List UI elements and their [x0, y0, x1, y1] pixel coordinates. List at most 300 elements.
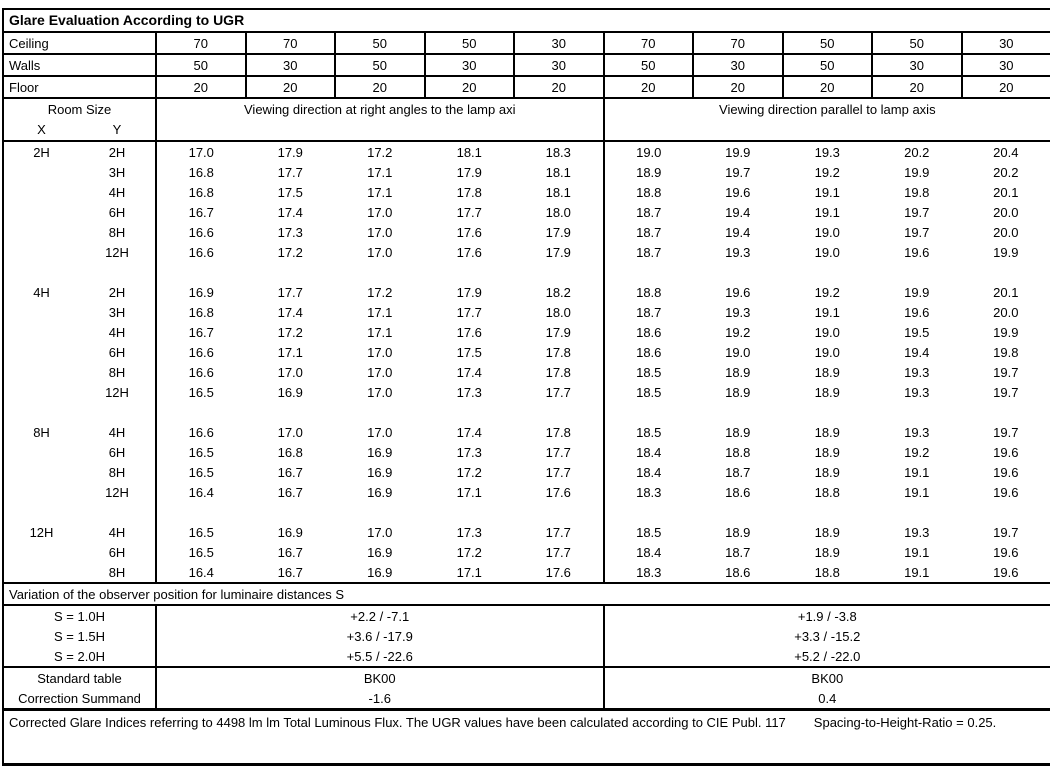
ugr-value: 19.8	[962, 342, 1050, 362]
column-header-section	[3, 98, 1050, 141]
ugr-value: 16.5	[156, 442, 246, 462]
s-left-value: +2.2 / -7.1	[156, 605, 604, 626]
ugr-value: 16.8	[156, 162, 246, 182]
ugr-value: 17.9	[425, 282, 515, 302]
ugr-value: 16.8	[156, 182, 246, 202]
ugr-value: 19.1	[783, 302, 873, 322]
ugr-value: 20.0	[962, 202, 1050, 222]
spacer	[604, 262, 1050, 282]
ugr-value: 18.5	[604, 382, 694, 402]
ugr-row	[3, 162, 1050, 182]
ugr-value: 16.5	[156, 522, 246, 542]
ugr-value: 18.0	[514, 302, 604, 322]
ugr-value: 16.5	[156, 462, 246, 482]
ugr-value: 17.5	[246, 182, 336, 202]
ugr-value: 19.1	[872, 562, 962, 583]
spacer	[3, 402, 79, 422]
surface-row	[3, 54, 1050, 76]
ugr-value: 17.7	[425, 202, 515, 222]
surface-value: 50	[156, 54, 246, 76]
room-y-label: 4H	[79, 322, 156, 342]
ugr-value: 18.9	[693, 522, 783, 542]
room-y-label: 2H	[79, 141, 156, 162]
ugr-value: 19.1	[872, 542, 962, 562]
spacer	[156, 262, 604, 282]
ugr-value: 17.8	[514, 362, 604, 382]
surface-row	[3, 32, 1050, 54]
ugr-value: 20.1	[962, 182, 1050, 202]
ugr-value: 17.9	[425, 162, 515, 182]
ugr-value: 18.7	[604, 202, 694, 222]
ugr-value: 19.0	[783, 322, 873, 342]
ugr-row	[3, 182, 1050, 202]
ugr-value: 18.7	[604, 222, 694, 242]
ugr-value: 17.4	[425, 422, 515, 442]
surface-label: Walls	[3, 54, 156, 76]
room-y-label: 6H	[79, 342, 156, 362]
ugr-value: 19.2	[693, 322, 783, 342]
room-y-label: 6H	[79, 202, 156, 222]
surface-value: 30	[693, 54, 783, 76]
surface-value: 50	[425, 32, 515, 54]
spacer-row	[3, 502, 1050, 522]
ugr-value: 19.0	[783, 342, 873, 362]
summary-section	[3, 667, 1050, 710]
ugr-value: 19.3	[783, 141, 873, 162]
ugr-value: 18.6	[693, 482, 783, 502]
room-y-label: 8H	[79, 222, 156, 242]
spacing-ratio-text: Spacing-to-Height-Ratio = 0.25.	[814, 715, 996, 730]
surface-label: Floor	[3, 76, 156, 98]
variation-row	[3, 605, 1050, 626]
surface-value: 20	[335, 76, 425, 98]
ugr-value: 16.7	[156, 322, 246, 342]
room-y-label: 4H	[79, 522, 156, 542]
ugr-value: 19.9	[693, 141, 783, 162]
ugr-value: 17.0	[156, 141, 246, 162]
ugr-value: 18.1	[514, 182, 604, 202]
ugr-value: 16.7	[246, 462, 336, 482]
ugr-value: 20.0	[962, 302, 1050, 322]
title-section	[3, 9, 1050, 32]
ugr-value: 19.0	[693, 342, 783, 362]
ugr-value: 17.0	[335, 522, 425, 542]
variation-title-row	[3, 583, 1050, 605]
ugr-value: 17.9	[514, 222, 604, 242]
ugr-value: 18.4	[604, 462, 694, 482]
ugr-value: 19.4	[693, 222, 783, 242]
ugr-value: 19.3	[693, 302, 783, 322]
ugr-value: 19.3	[872, 362, 962, 382]
s-distance-label: S = 2.0H	[3, 646, 156, 667]
ugr-value: 19.0	[783, 242, 873, 262]
ugr-values-section	[3, 141, 1050, 583]
surface-value: 20	[156, 76, 246, 98]
ugr-value: 16.6	[156, 242, 246, 262]
surface-value: 30	[962, 54, 1050, 76]
ugr-value: 19.1	[872, 482, 962, 502]
ugr-value: 20.2	[872, 141, 962, 162]
ugr-value: 17.9	[514, 322, 604, 342]
ugr-value: 17.4	[425, 362, 515, 382]
room-x-label	[3, 442, 79, 462]
ugr-value: 16.8	[246, 442, 336, 462]
ugr-value: 16.6	[156, 342, 246, 362]
ugr-value: 20.0	[962, 222, 1050, 242]
surface-value: 30	[514, 54, 604, 76]
ugr-value: 18.7	[693, 542, 783, 562]
ugr-value: 18.1	[514, 162, 604, 182]
ugr-value: 17.1	[335, 302, 425, 322]
spacer	[79, 402, 156, 422]
ugr-value: 19.2	[872, 442, 962, 462]
ugr-value: 16.7	[246, 542, 336, 562]
ugr-value: 16.6	[156, 422, 246, 442]
ugr-value: 19.7	[962, 422, 1050, 442]
ugr-value: 16.7	[156, 202, 246, 222]
ugr-value: 17.0	[335, 222, 425, 242]
surface-value: 30	[962, 32, 1050, 54]
direction-header-row	[3, 98, 1050, 120]
ugr-value: 18.9	[693, 422, 783, 442]
ugr-value: 17.0	[335, 342, 425, 362]
ugr-value: 18.9	[783, 422, 873, 442]
ugr-value: 17.1	[246, 342, 336, 362]
ugr-value: 18.8	[604, 282, 694, 302]
ugr-value: 16.9	[335, 482, 425, 502]
ugr-value: 16.5	[156, 542, 246, 562]
ugr-value: 19.7	[962, 382, 1050, 402]
spacer	[3, 262, 79, 282]
room-y-label: 3H	[79, 302, 156, 322]
room-x-label	[3, 222, 79, 242]
ugr-value: 17.2	[425, 462, 515, 482]
s-left-value: +5.5 / -22.6	[156, 646, 604, 667]
surface-value: 50	[783, 32, 873, 54]
ugr-value: 17.1	[335, 182, 425, 202]
ugr-value: 18.9	[604, 162, 694, 182]
ugr-value: 17.8	[425, 182, 515, 202]
ugr-value: 18.9	[783, 462, 873, 482]
ugr-value: 16.7	[246, 482, 336, 502]
room-x-label	[3, 302, 79, 322]
ugr-row	[3, 562, 1050, 583]
ugr-row	[3, 422, 1050, 442]
ugr-value: 17.2	[335, 282, 425, 302]
ugr-value: 19.8	[872, 182, 962, 202]
ugr-value: 17.7	[514, 442, 604, 462]
surface-value: 50	[335, 54, 425, 76]
ugr-value: 18.6	[604, 322, 694, 342]
ugr-value: 17.7	[514, 542, 604, 562]
ugr-value: 17.4	[246, 202, 336, 222]
ugr-value: 19.5	[872, 322, 962, 342]
ugr-value: 18.9	[693, 362, 783, 382]
ugr-value: 19.1	[783, 202, 873, 222]
ugr-value: 19.2	[783, 282, 873, 302]
ugr-row	[3, 202, 1050, 222]
ugr-value: 20.4	[962, 141, 1050, 162]
ugr-value: 17.0	[246, 362, 336, 382]
ugr-value: 18.7	[604, 242, 694, 262]
ugr-row	[3, 282, 1050, 302]
x-header: X	[3, 120, 79, 142]
room-x-label	[3, 162, 79, 182]
ugr-value: 17.1	[425, 562, 515, 583]
room-y-label: 12H	[79, 242, 156, 262]
y-header: Y	[79, 120, 156, 142]
ugr-value: 17.2	[246, 242, 336, 262]
ugr-value: 17.8	[514, 342, 604, 362]
ugr-value: 20.1	[962, 282, 1050, 302]
ugr-value: 17.0	[335, 422, 425, 442]
ugr-value: 17.7	[514, 462, 604, 482]
ugr-value: 19.1	[872, 462, 962, 482]
ugr-value: 17.0	[335, 242, 425, 262]
ugr-value: 18.8	[783, 562, 873, 583]
ugr-value: 17.3	[425, 522, 515, 542]
ugr-row	[3, 482, 1050, 502]
surface-value: 30	[425, 54, 515, 76]
ugr-value: 17.0	[335, 362, 425, 382]
ugr-value: 19.7	[962, 522, 1050, 542]
ugr-value: 16.9	[335, 562, 425, 583]
ugr-value: 19.6	[962, 482, 1050, 502]
ugr-table	[2, 8, 1050, 766]
surface-reflectance-section	[3, 32, 1050, 98]
ugr-value: 19.6	[962, 442, 1050, 462]
s-left-value: +3.6 / -17.9	[156, 626, 604, 646]
room-y-label: 8H	[79, 562, 156, 583]
surface-value: 20	[783, 76, 873, 98]
spacer	[79, 502, 156, 522]
ugr-value: 19.1	[783, 182, 873, 202]
ugr-value: 19.7	[693, 162, 783, 182]
ugr-value: 18.8	[604, 182, 694, 202]
room-x-label	[3, 382, 79, 402]
room-x-label	[3, 322, 79, 342]
ugr-value: 17.6	[425, 222, 515, 242]
room-y-label: 12H	[79, 482, 156, 502]
ugr-value: 17.1	[425, 482, 515, 502]
ugr-row	[3, 242, 1050, 262]
title-row	[3, 9, 1050, 32]
variation-title: Variation of the observer position for luminaire distances S	[3, 583, 1050, 605]
ugr-value: 16.9	[335, 442, 425, 462]
ugr-value: 17.3	[246, 222, 336, 242]
ugr-value: 16.8	[156, 302, 246, 322]
ugr-value: 17.7	[246, 282, 336, 302]
spacer	[156, 502, 604, 522]
surface-value: 70	[693, 32, 783, 54]
summary-label: Standard table	[3, 667, 156, 688]
variation-section	[3, 605, 1050, 667]
ugr-value: 18.9	[693, 382, 783, 402]
room-y-label: 6H	[79, 442, 156, 462]
ugr-value: 18.6	[693, 562, 783, 583]
room-x-label	[3, 362, 79, 382]
ugr-value: 16.9	[335, 462, 425, 482]
ugr-value: 17.3	[425, 442, 515, 462]
footer-row	[3, 710, 1050, 765]
ugr-value: 19.9	[872, 282, 962, 302]
ugr-value: 17.9	[514, 242, 604, 262]
s-right-value: +1.9 / -3.8	[604, 605, 1050, 626]
ugr-value: 18.7	[693, 462, 783, 482]
ugr-value: 19.0	[604, 141, 694, 162]
ugr-value: 19.4	[872, 342, 962, 362]
room-y-label: 8H	[79, 362, 156, 382]
ugr-row	[3, 141, 1050, 162]
spacer-row	[3, 262, 1050, 282]
ugr-value: 19.6	[962, 542, 1050, 562]
summary-label: Correction Summand	[3, 688, 156, 710]
spacer-row	[3, 402, 1050, 422]
ugr-value: 16.9	[156, 282, 246, 302]
ugr-value: 18.7	[604, 302, 694, 322]
ugr-value: 18.9	[783, 522, 873, 542]
ugr-value: 17.0	[335, 202, 425, 222]
ugr-value: 16.9	[246, 382, 336, 402]
ugr-value: 18.4	[604, 442, 694, 462]
room-x-label: 2H	[3, 141, 79, 162]
ugr-value: 18.1	[425, 141, 515, 162]
room-y-label: 4H	[79, 422, 156, 442]
ugr-value: 17.0	[246, 422, 336, 442]
page-title: Glare Evaluation According to UGR	[3, 9, 1050, 32]
spacer	[604, 402, 1050, 422]
ugr-value: 19.6	[962, 462, 1050, 482]
ugr-value: 17.2	[425, 542, 515, 562]
surface-value: 30	[246, 54, 336, 76]
surface-value: 50	[872, 32, 962, 54]
ugr-row	[3, 542, 1050, 562]
ugr-value: 19.9	[872, 162, 962, 182]
room-x-label	[3, 182, 79, 202]
ugr-row	[3, 302, 1050, 322]
ugr-value: 17.6	[425, 242, 515, 262]
ugr-row	[3, 322, 1050, 342]
ugr-value: 18.5	[604, 422, 694, 442]
surface-value: 50	[783, 54, 873, 76]
ugr-value: 19.6	[693, 182, 783, 202]
footer-note	[3, 710, 1050, 765]
ugr-value: 16.6	[156, 222, 246, 242]
ugr-value: 19.6	[872, 302, 962, 322]
spacer	[3, 502, 79, 522]
ugr-value: 18.3	[514, 141, 604, 162]
ugr-value: 16.9	[335, 542, 425, 562]
ugr-value: 19.7	[962, 362, 1050, 382]
surface-value: 20	[425, 76, 515, 98]
ugr-value: 19.2	[783, 162, 873, 182]
s-right-value: +3.3 / -15.2	[604, 626, 1050, 646]
ugr-value: 18.9	[783, 442, 873, 462]
variation-row	[3, 626, 1050, 646]
room-x-label	[3, 562, 79, 583]
surface-value: 30	[872, 54, 962, 76]
surface-value: 20	[514, 76, 604, 98]
ugr-value: 19.3	[872, 422, 962, 442]
summary-right-value: BK00	[604, 667, 1050, 688]
ugr-value: 17.5	[425, 342, 515, 362]
summary-right-value: 0.4	[604, 688, 1050, 710]
surface-value: 50	[335, 32, 425, 54]
ugr-value: 17.1	[335, 162, 425, 182]
surface-value: 20	[693, 76, 783, 98]
room-x-label: 8H	[3, 422, 79, 442]
ugr-value: 17.7	[246, 162, 336, 182]
ugr-value: 17.6	[514, 562, 604, 583]
room-x-label	[3, 202, 79, 222]
surface-value: 70	[156, 32, 246, 54]
ugr-value: 19.3	[872, 522, 962, 542]
ugr-value: 18.4	[604, 542, 694, 562]
ugr-value: 19.4	[693, 202, 783, 222]
ugr-value: 19.6	[693, 282, 783, 302]
footer-section	[3, 710, 1050, 765]
ugr-value: 17.6	[425, 322, 515, 342]
surface-value: 30	[514, 32, 604, 54]
room-x-label: 12H	[3, 522, 79, 542]
ugr-value: 17.7	[514, 522, 604, 542]
s-right-value: +5.2 / -22.0	[604, 646, 1050, 667]
ugr-value: 18.5	[604, 522, 694, 542]
summary-left-value: -1.6	[156, 688, 604, 710]
room-y-label: 3H	[79, 162, 156, 182]
room-y-label: 2H	[79, 282, 156, 302]
ugr-value: 17.1	[335, 322, 425, 342]
ugr-value: 19.6	[962, 562, 1050, 583]
summary-left-value: BK00	[156, 667, 604, 688]
room-y-label: 8H	[79, 462, 156, 482]
ugr-value: 16.5	[156, 382, 246, 402]
ugr-value: 19.6	[872, 242, 962, 262]
ugr-value: 18.6	[604, 342, 694, 362]
ugr-value: 17.2	[335, 141, 425, 162]
ugr-value: 17.0	[335, 382, 425, 402]
ugr-value: 19.9	[962, 242, 1050, 262]
ugr-value: 17.8	[514, 422, 604, 442]
ugr-value: 16.6	[156, 362, 246, 382]
ugr-value: 18.5	[604, 362, 694, 382]
ugr-row	[3, 362, 1050, 382]
s-distance-label: S = 1.5H	[3, 626, 156, 646]
ugr-value: 16.7	[246, 562, 336, 583]
ugr-value: 18.9	[783, 362, 873, 382]
surface-row	[3, 76, 1050, 98]
left-direction-header: Viewing direction at right angles to the lamp axi	[156, 98, 604, 141]
room-x-label: 4H	[3, 282, 79, 302]
ugr-value: 18.2	[514, 282, 604, 302]
surface-value: 20	[962, 76, 1050, 98]
summary-row	[3, 667, 1050, 688]
footer-text: Corrected Glare Indices referring to 4498 lm lm Total Luminous Flux. The UGR values have been calculated according to CIE Publ. 117	[9, 715, 786, 730]
ugr-value: 16.9	[246, 522, 336, 542]
surface-value: 20	[872, 76, 962, 98]
ugr-value: 19.7	[872, 222, 962, 242]
ugr-row	[3, 382, 1050, 402]
ugr-value: 18.9	[783, 542, 873, 562]
variation-row	[3, 646, 1050, 667]
room-size-header: Room Size	[3, 98, 156, 120]
ugr-value: 18.8	[783, 482, 873, 502]
room-x-label	[3, 462, 79, 482]
ugr-value: 16.4	[156, 482, 246, 502]
ugr-value: 17.4	[246, 302, 336, 322]
summary-row	[3, 688, 1050, 710]
s-distance-label: S = 1.0H	[3, 605, 156, 626]
